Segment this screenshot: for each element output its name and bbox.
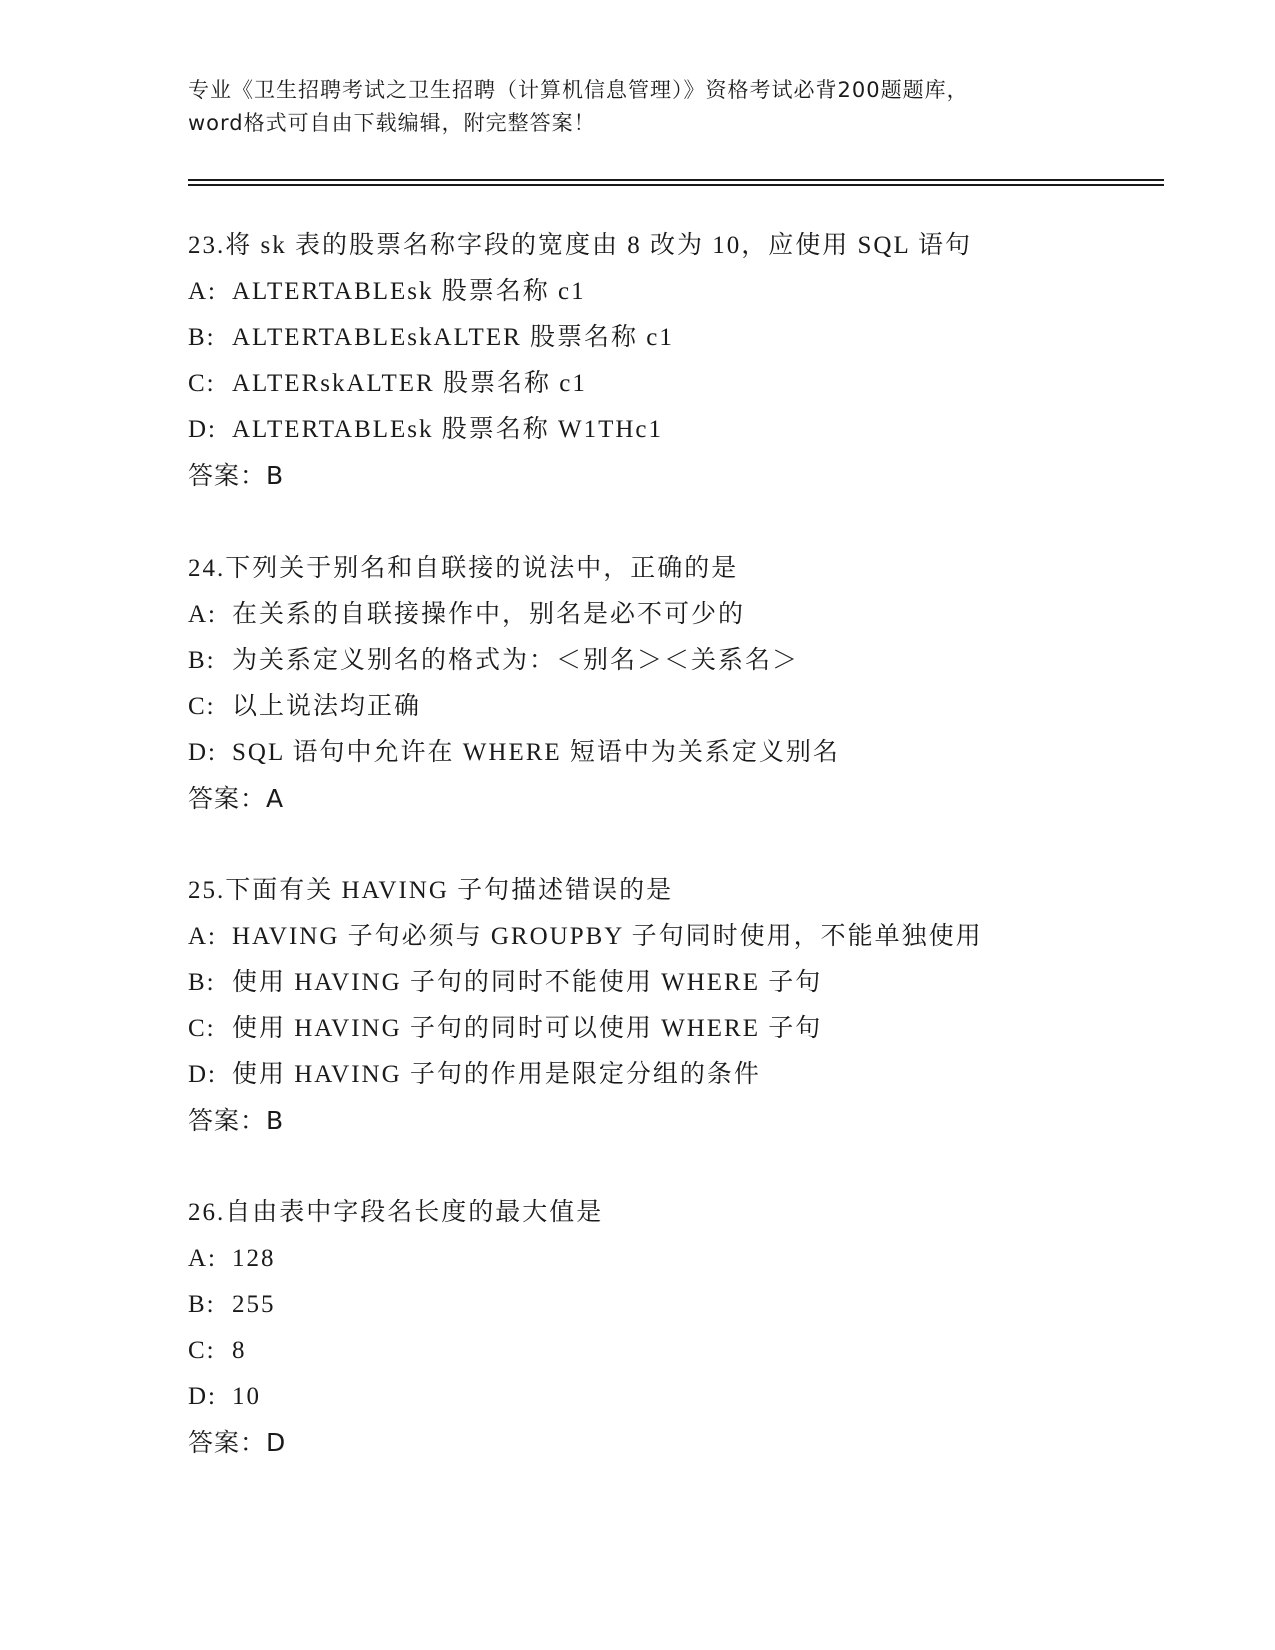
option-text: HAVING 子句必须与 GROUPBY 子句同时使用，不能单独使用 xyxy=(232,923,983,950)
option-text: 为关系定义别名的格式为：＜别名＞＜关系名＞ xyxy=(232,647,800,674)
option-d xyxy=(188,407,1168,453)
answer-line: 答案：B xyxy=(188,1106,285,1135)
option-text: 8 xyxy=(232,1337,247,1364)
question-stem xyxy=(188,868,1168,914)
option-letter: B: xyxy=(188,647,216,674)
header-divider-top xyxy=(188,179,1164,181)
question-text: 将 sk 表的股票名称字段的宽度由 8 改为 10，应使用 SQL 语句 xyxy=(225,232,973,259)
option-text: 使用 HAVING 子句的同时不能使用 WHERE 子句 xyxy=(232,969,823,996)
option-letter: B: xyxy=(188,1291,216,1318)
option-letter: C: xyxy=(188,1337,216,1364)
header-line-1: 专业《卫生招聘考试之卫生招聘（计算机信息管理）》资格考试必背200题题库， xyxy=(188,78,969,102)
answer-line: 答案：A xyxy=(188,784,285,813)
question-stem xyxy=(188,1190,1168,1236)
question-number: 23. xyxy=(188,232,226,259)
option-d xyxy=(188,1052,1168,1098)
question-text: 下面有关 HAVING 子句描述错误的是 xyxy=(225,877,674,904)
question-25 xyxy=(188,868,1168,1144)
question-26 xyxy=(188,1190,1168,1466)
answer-line: 答案：D xyxy=(188,1428,287,1457)
option-letter: A: xyxy=(188,1245,217,1272)
option-text: 使用 HAVING 子句的同时可以使用 WHERE 子句 xyxy=(232,1015,823,1042)
option-c xyxy=(188,1006,1168,1052)
header-divider-bottom xyxy=(188,184,1164,186)
option-letter: A: xyxy=(188,278,217,305)
question-number: 24. xyxy=(188,555,226,582)
question-stem xyxy=(188,546,1168,592)
question-23 xyxy=(188,223,1168,499)
option-letter: C: xyxy=(188,370,216,397)
option-letter: C: xyxy=(188,693,216,720)
question-number: 26. xyxy=(188,1199,226,1226)
header-line-2: word格式可自由下载编辑，附完整答案！ xyxy=(188,111,596,135)
option-c xyxy=(188,684,1168,730)
option-letter: D: xyxy=(188,416,217,443)
option-b xyxy=(188,960,1168,1006)
option-letter: D: xyxy=(188,739,217,766)
question-stem xyxy=(188,223,1168,269)
option-text: 255 xyxy=(232,1291,276,1318)
option-d xyxy=(188,1374,1168,1420)
option-text: 以上说法均正确 xyxy=(232,693,422,720)
option-text: 在关系的自联接操作中，别名是必不可少的 xyxy=(232,601,746,628)
option-letter: D: xyxy=(188,1061,217,1088)
document-header xyxy=(188,74,1088,140)
answer-line: 答案：B xyxy=(188,461,285,490)
option-c xyxy=(188,1328,1168,1374)
option-letter: D: xyxy=(188,1383,217,1410)
option-b xyxy=(188,638,1168,684)
option-a xyxy=(188,269,1168,315)
question-number: 25. xyxy=(188,877,226,904)
option-b xyxy=(188,315,1168,361)
option-text: 128 xyxy=(232,1245,276,1272)
question-24 xyxy=(188,546,1168,822)
option-text: 10 xyxy=(232,1383,261,1410)
option-a xyxy=(188,592,1168,638)
option-letter: B: xyxy=(188,969,216,996)
question-text: 下列关于别名和自联接的说法中，正确的是 xyxy=(225,555,739,582)
option-letter: C: xyxy=(188,1015,216,1042)
option-d xyxy=(188,730,1168,776)
option-text: ALTERTABLEskALTER 股票名称 c1 xyxy=(232,324,674,351)
option-text: ALTERTABLEsk 股票名称 W1THc1 xyxy=(232,416,664,443)
question-text: 自由表中字段名长度的最大值是 xyxy=(225,1199,604,1226)
option-a xyxy=(188,914,1168,960)
option-text: SQL 语句中允许在 WHERE 短语中为关系定义别名 xyxy=(232,739,840,766)
option-letter: A: xyxy=(188,923,217,950)
option-text: ALTERTABLEsk 股票名称 c1 xyxy=(232,278,586,305)
option-text: ALTERskALTER 股票名称 c1 xyxy=(232,370,587,397)
option-b xyxy=(188,1282,1168,1328)
option-letter: A: xyxy=(188,601,217,628)
option-text: 使用 HAVING 子句的作用是限定分组的条件 xyxy=(232,1061,761,1088)
option-c xyxy=(188,361,1168,407)
option-a xyxy=(188,1236,1168,1282)
option-letter: B: xyxy=(188,324,216,351)
